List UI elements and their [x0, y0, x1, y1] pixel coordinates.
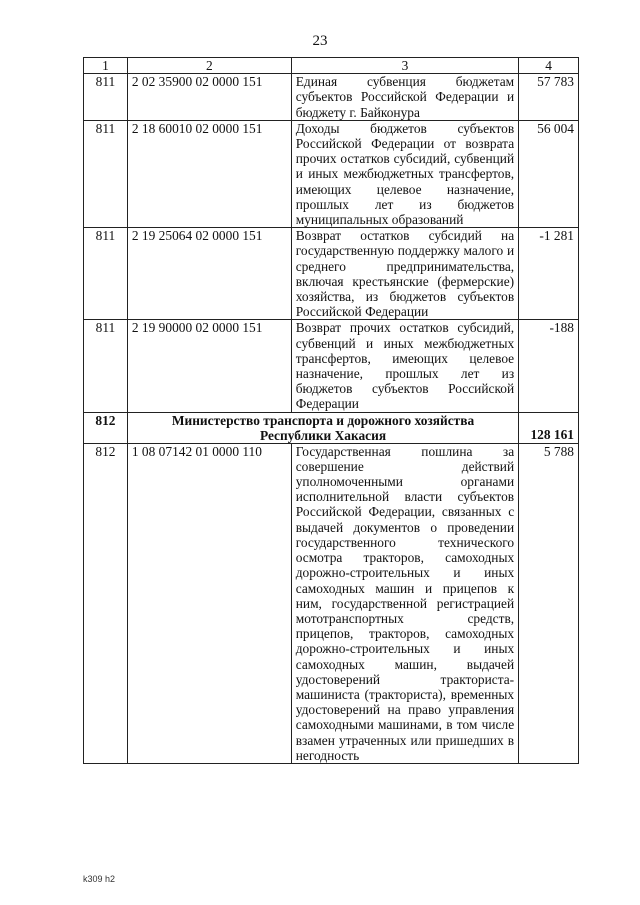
admin-code: 811: [84, 320, 128, 412]
revenue-amount: 5 788: [519, 443, 579, 763]
revenue-description: Возврат остатков субсидий на государственную поддержку малого и среднего предпринимательства, включая крестьянские (фермерские) хозяйства, из бюджетов субъектов Российской Федерации: [291, 228, 518, 320]
revenue-table: [83, 57, 579, 764]
document-index-mark: k309 h2: [83, 874, 116, 884]
column-header-3: 3: [291, 58, 518, 74]
section-header-row: [84, 412, 579, 443]
revenue-amount: -188: [519, 320, 579, 412]
revenue-amount: 57 783: [519, 74, 579, 121]
admin-code: 811: [84, 228, 128, 320]
section-admin-code: 812: [84, 412, 128, 443]
column-header-1: 1: [84, 58, 128, 74]
budget-code: 2 18 60010 02 0000 151: [127, 120, 291, 227]
table-row: [84, 120, 579, 227]
column-header-4: 4: [519, 58, 579, 74]
table-row: [84, 228, 579, 320]
revenue-description: Возврат прочих остатков субсидий, субвенций и иных межбюджетных трансфертов, имеющих целевое назначение, прошлых лет из бюджетов субъектов Российской Федерации: [291, 320, 518, 412]
revenue-amount: -1 281: [519, 228, 579, 320]
revenue-description: Доходы бюджетов субъектов Российской Федерации от возврата прочих остатков субсидий, субвенций и иных межбюджетных трансфертов, имеющих целевое назначение, прошлых лет из бюджетов муниципальных образований: [291, 120, 518, 227]
table-header-row: [84, 58, 579, 74]
section-total: 128 161: [519, 412, 579, 443]
revenue-description: Единая субвенция бюджетам субъектов Российской Федерации и бюджету г. Байконура: [291, 74, 518, 121]
budget-code: 2 02 35900 02 0000 151: [127, 74, 291, 121]
table-row: [84, 74, 579, 121]
revenue-description: Государственная пошлина за совершение действий уполномоченными органами исполнительной власти субъектов Российской Федерации, связанных с выдачей документов о проведении государственного технического осмотра тракторов, самоходных дорожно-строительных и иных самоходных машин и прицепов к ним, государственной регистрацией мототранспортных средств, прицепов, тракторов, самоходных дорожно-строительных и иных самоходных машин, выдачей удостоверений тракториста-машиниста (тракториста), временных удостоверений на право управления самоходными машинами, в том числе взамен утраченных или пришедших в негодность: [291, 443, 518, 763]
table-row: [84, 443, 579, 763]
budget-code: 1 08 07142 01 0000 110: [127, 443, 291, 763]
admin-code: 811: [84, 74, 128, 121]
admin-code: 812: [84, 443, 128, 763]
table-row: [84, 320, 579, 412]
budget-code: 2 19 25064 02 0000 151: [127, 228, 291, 320]
page-number: 23: [312, 33, 328, 49]
section-title: Министерство транспорта и дорожного хозяйства Республики Хакасия: [127, 412, 518, 443]
revenue-amount: 56 004: [519, 120, 579, 227]
admin-code: 811: [84, 120, 128, 227]
budget-code: 2 19 90000 02 0000 151: [127, 320, 291, 412]
column-header-2: 2: [127, 58, 291, 74]
